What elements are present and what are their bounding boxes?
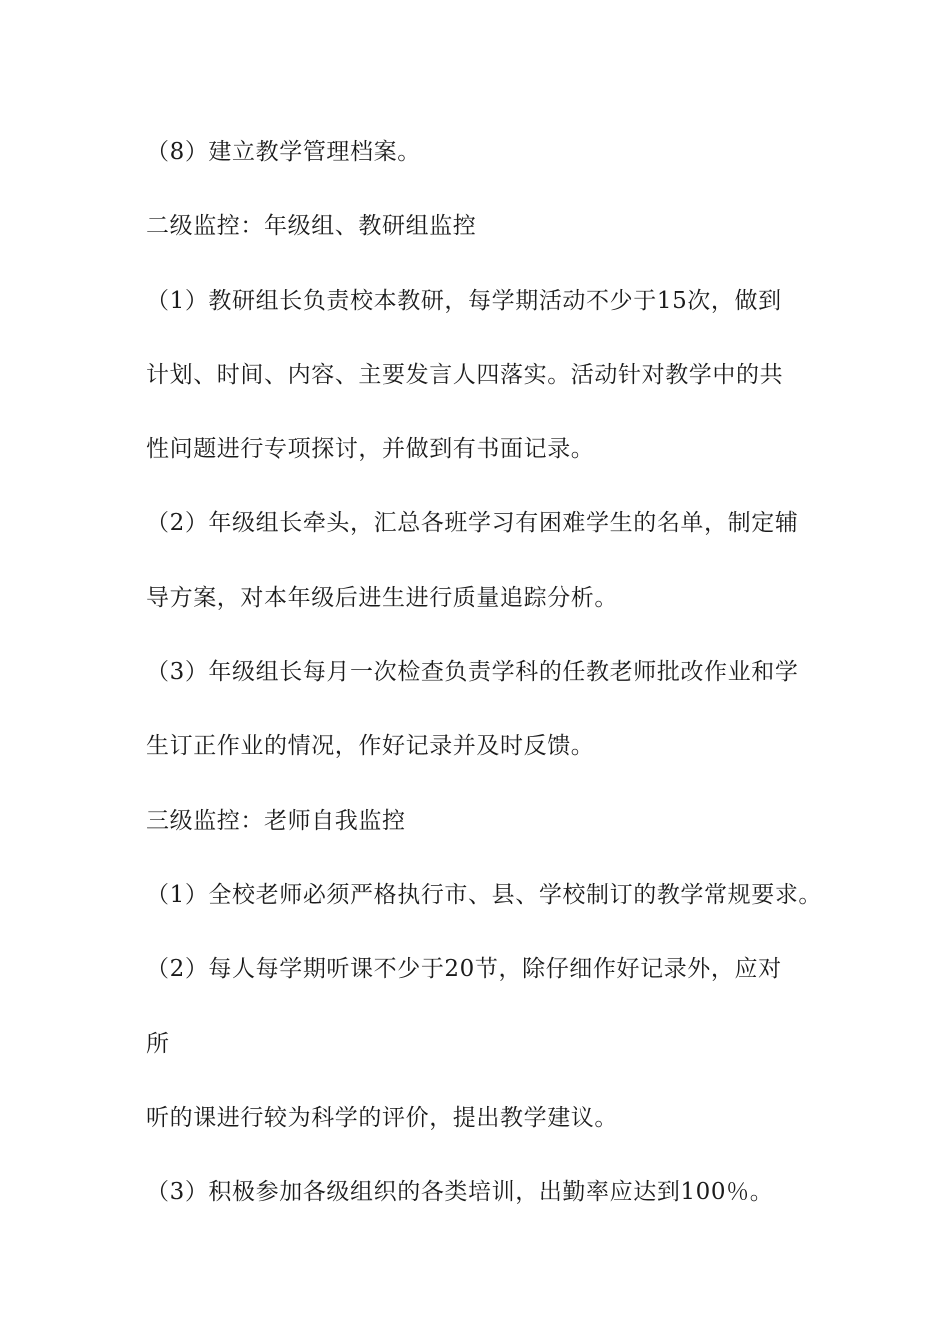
section-heading-level-2: 二级监控：年级组、教研组监控	[146, 213, 477, 239]
paragraph-line: 生订正作业的情况，作好记录并及时反馈。	[146, 733, 595, 759]
paragraph-line: （2）每人每学期听课不少于20节，除仔细作好记录外，应对	[146, 956, 782, 982]
paragraph-line: 听的课进行较为科学的评价，提出教学建议。	[146, 1105, 618, 1131]
paragraph-line: 计划、时间、内容、主要发言人四落实。活动针对教学中的共	[146, 362, 784, 388]
paragraph-line: （1）教研组长负责校本教研，每学期活动不少于15次，做到	[146, 288, 782, 314]
paragraph-line: （3）年级组长每月一次检查负责学科的任教老师批改作业和学	[146, 659, 799, 685]
paragraph-line: （3）积极参加各级组织的各类培训，出勤率应达到100％。	[146, 1179, 774, 1205]
paragraph-line: 导方案，对本年级后进生进行质量追踪分析。	[146, 585, 618, 611]
paragraph-item-8: （8）建立教学管理档案。	[146, 139, 421, 165]
section-heading-level-3: 三级监控：老师自我监控	[146, 808, 406, 834]
paragraph-line: 性问题进行专项探讨，并做到有书面记录。	[146, 436, 595, 462]
paragraph-line: （2）年级组长牵头，汇总各班学习有困难学生的名单，制定辅	[146, 510, 799, 536]
paragraph-line: 所	[146, 1031, 170, 1057]
paragraph-line: （1）全校老师必须严格执行市、县、学校制订的教学常规要求。	[146, 882, 823, 908]
